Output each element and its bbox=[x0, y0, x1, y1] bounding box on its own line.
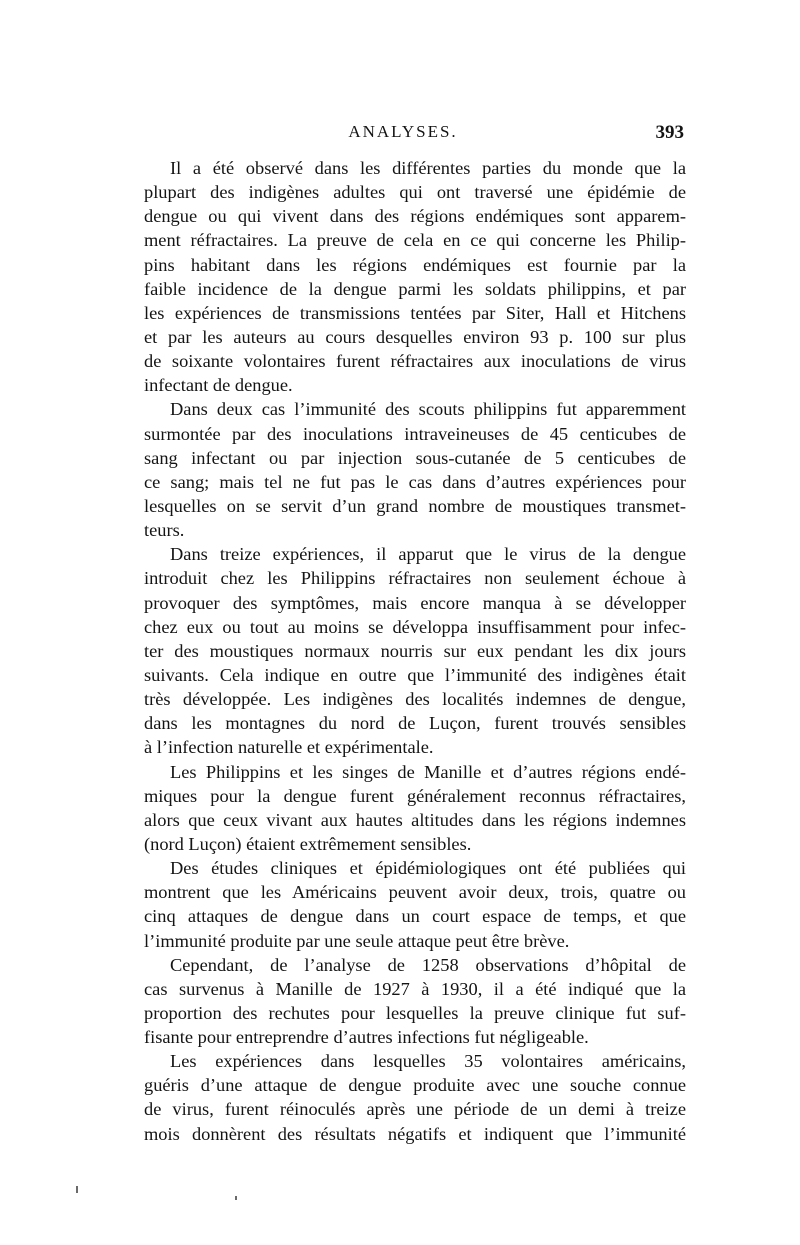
running-title: ANALYSES. bbox=[348, 122, 458, 141]
paragraph-2 bbox=[118, 397, 686, 542]
text-line: ce sang; mais tel ne fut pas le cas dans d’autres expériences pour bbox=[144, 471, 686, 492]
text-line: Les expériences dans lesquelles 35 volontaires américains, bbox=[170, 1051, 686, 1072]
body-text bbox=[118, 156, 686, 1146]
paragraph-5 bbox=[118, 856, 686, 953]
running-head bbox=[118, 122, 688, 146]
page-number: 393 bbox=[655, 122, 684, 143]
text-line: surmontée par des inoculations intraveineuses de 45 centicubes de bbox=[144, 423, 686, 444]
text-line: guéris d’une attaque de dengue produite avec une souche connue bbox=[144, 1075, 686, 1096]
paragraph-7 bbox=[118, 1049, 686, 1146]
text-line: dengue ou qui vivent dans des régions endémiques sont apparem- bbox=[144, 206, 686, 227]
paragraph-3 bbox=[118, 542, 686, 759]
text-line: pins habitant dans les régions endémiques est fournie par la bbox=[144, 254, 686, 275]
text-line: lesquelles on se servit d’un grand nombre de moustiques transmet- bbox=[144, 495, 686, 516]
text-line: proportion des rechutes pour lesquelles la preuve clinique fut suf- bbox=[144, 1002, 686, 1023]
text-line: alors que ceux vivant aux hautes altitudes dans les régions indemnes bbox=[144, 809, 686, 830]
text-line: de virus, furent réinoculés après une période de un demi à treize bbox=[144, 1099, 686, 1120]
text-line: (nord Luçon) étaient extrêmement sensibles. bbox=[144, 833, 472, 854]
text-line: faible incidence de la dengue parmi les soldats philippins, et par bbox=[144, 278, 686, 299]
text-line: ment réfractaires. La preuve de cela en ce qui concerne les Philip- bbox=[144, 230, 686, 251]
text-line: ter des moustiques normaux nourris sur eux pendant les dix jours bbox=[144, 640, 686, 661]
text-line: suivants. Cela indique en outre que l’immunité des indigènes était bbox=[144, 664, 686, 685]
text-line: introduit chez les Philippins réfractaires non seulement échoue à bbox=[144, 568, 686, 589]
text-line: mois donnèrent des résultats négatifs et indiquent que l’immunité bbox=[144, 1123, 686, 1144]
scan-speck bbox=[76, 1186, 78, 1193]
text-line: cinq attaques de dengue dans un court espace de temps, et que bbox=[144, 906, 686, 927]
paragraph-4 bbox=[118, 760, 686, 857]
text-line: teurs. bbox=[144, 520, 185, 541]
text-line: Cependant, de l’analyse de 1258 observations d’hôpital de bbox=[170, 954, 686, 975]
paragraph-1 bbox=[118, 156, 686, 397]
text-line: plupart des indigènes adultes qui ont traversé une épidémie de bbox=[144, 182, 686, 203]
text-line: de soixante volontaires furent réfractaires aux inoculations de virus bbox=[144, 351, 686, 372]
text-line: sang infectant ou par injection sous-cutanée de 5 centicubes de bbox=[144, 447, 686, 468]
text-line: Des études cliniques et épidémiologiques ont été publiées qui bbox=[170, 858, 686, 879]
paragraph-6 bbox=[118, 953, 686, 1050]
text-line: cas survenus à Manille de 1927 à 1930, il a été indiqué que la bbox=[144, 978, 686, 999]
text-line: Dans treize expériences, il apparut que le virus de la dengue bbox=[170, 544, 686, 565]
text-line: à l’infection naturelle et expérimentale. bbox=[144, 737, 434, 758]
text-line: et par les auteurs au cours desquelles environ 93 p. 100 sur plus bbox=[144, 326, 686, 347]
text-line: infectant de dengue. bbox=[144, 375, 293, 396]
text-line: Il a été observé dans les différentes parties du monde que la bbox=[170, 158, 686, 178]
text-line: provoquer des symptômes, mais encore manqua à se développer bbox=[144, 592, 686, 613]
text-line: fisante pour entreprendre d’autres infections fut négligeable. bbox=[144, 1027, 589, 1048]
text-line: Dans deux cas l’immunité des scouts philippins fut apparemment bbox=[170, 399, 686, 420]
text-line: très développée. Les indigènes des localités indemnes de dengue, bbox=[144, 689, 686, 710]
text-line: dans les montagnes du nord de Luçon, furent trouvés sensibles bbox=[144, 713, 686, 734]
text-line: montrent que les Américains peuvent avoir deux, trois, quatre ou bbox=[144, 882, 686, 903]
scan-speck bbox=[235, 1196, 237, 1200]
text-line: les expériences de transmissions tentées par Siter, Hall et Hitchens bbox=[144, 302, 686, 323]
text-line: chez eux ou tout au moins se développa insuffisamment pour infec- bbox=[144, 616, 686, 637]
text-line: Les Philippins et les singes de Manille et d’autres régions endé- bbox=[170, 761, 686, 782]
text-line: l’immunité produite par une seule attaque peut être brève. bbox=[144, 930, 570, 951]
text-line: miques pour la dengue furent généralement reconnus réfractaires, bbox=[144, 785, 686, 806]
